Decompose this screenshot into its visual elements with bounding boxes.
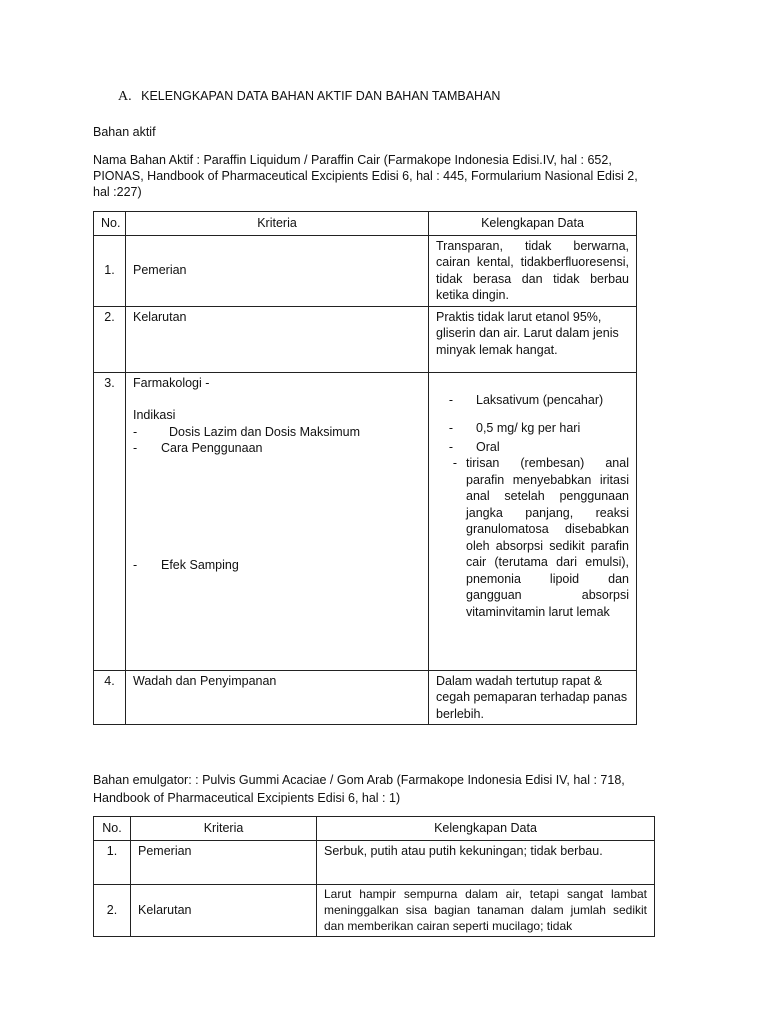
header-kriteria: Kriteria — [126, 212, 429, 236]
list-item: - Cara Penggunaan — [133, 441, 263, 455]
header-kelengkapan: Kelengkapan Data — [317, 817, 655, 841]
active-label: Bahan aktif — [93, 125, 156, 139]
header-kriteria: Kriteria — [131, 817, 317, 841]
header-no: No. — [94, 212, 126, 236]
table-row: 1. Pemerian Serbuk, putih atau putih kekuningan; tidak berbau. — [94, 840, 655, 884]
list-item: - tirisan (rembesan) anal parafin menyebabkan iritasi anal setelah penggunaan jangka panjang, reaksi granulomatosa disebabkan oleh absorpsi sedikit parafin cair (terutama dari emulsi), pnemonia lipoid dan gangguan absorpsi vitaminvitamin larut lemak — [452, 456, 629, 619]
header-kelengkapan: Kelengkapan Data — [429, 212, 637, 236]
section-title: KELENGKAPAN DATA BAHAN AKTIF DAN BAHAN TAMBAHAN — [141, 89, 501, 103]
table-header-row — [94, 212, 637, 236]
header-no: No. — [94, 817, 131, 841]
list-item: - Efek Samping — [133, 557, 239, 572]
table-row: 3. Farmakologi - Indikasi - Dosis Lazim dan Dosis Maksimum - Cara Penggunaan - Efek Samping - Laksativum (pencahar) - 0,5 mg/ kg per hari - Oral - tirisan (rembesan) anal parafin menyebabkan iritasi anal setelah penggunaan jangka panjang, reaksi granulomatosa disebabkan oleh absorpsi sedikit parafin cair (terutama dari emulsi), pnemonia lipoid dan gangguan absorpsi vitaminvitamin larut lemak — [94, 372, 637, 670]
section-letter: A. — [118, 89, 132, 104]
table-row: 1. Pemerian Transparan, tidak berwarna, cairan kental, tidakberfluoresensi, tidak berasa dan tidak berbau ketika dingin. — [94, 235, 637, 306]
emulgator-info: Bahan emulgator: : Pulvis Gummi Acaciae / Gom Arab (Farmakope Indonesia Edisi IV, hal : 718, Handbook of Pharmaceutical Excipients Edisi 6, hal : 1) — [93, 773, 625, 805]
table-row: 2. Kelarutan Praktis tidak larut etanol 95%, gliserin dan air. Larut dalam jenis minyak lemak hangat. — [94, 306, 637, 372]
table-row: 4. Wadah dan Penyimpanan Dalam wadah tertutup rapat & cegah pemaparan terhadap panas berlebih. — [94, 670, 637, 725]
active-ingredient-table — [93, 211, 637, 725]
emulgator-table — [93, 816, 655, 937]
list-item: - Laksativum (pencahar) — [448, 392, 604, 407]
table-row: 2. Kelarutan Larut hampir sempurna dalam air, tetapi sangat lambat meninggalkan sisa bagian tanaman dalam jumlah sedikit dan memberikan cairan seperti mucilago; tidak — [94, 884, 655, 936]
list-item: - 0,5 mg/ kg per hari — [448, 421, 581, 435]
list-item: - Oral — [448, 439, 500, 454]
section-heading — [118, 89, 500, 105]
list-item: - Dosis Lazim dan Dosis Maksimum — [133, 424, 361, 439]
active-ingredient-name: Nama Bahan Aktif : Paraffin Liquidum / Paraffin Cair (Farmakope Indonesia Edisi.IV, hal : 652, PIONAS, Handbook of Pharmaceutical Excipients Edisi 6, hal : 445, Formularium Nasional Edisi 2, hal :227) — [93, 153, 638, 199]
table-header-row — [94, 817, 655, 841]
